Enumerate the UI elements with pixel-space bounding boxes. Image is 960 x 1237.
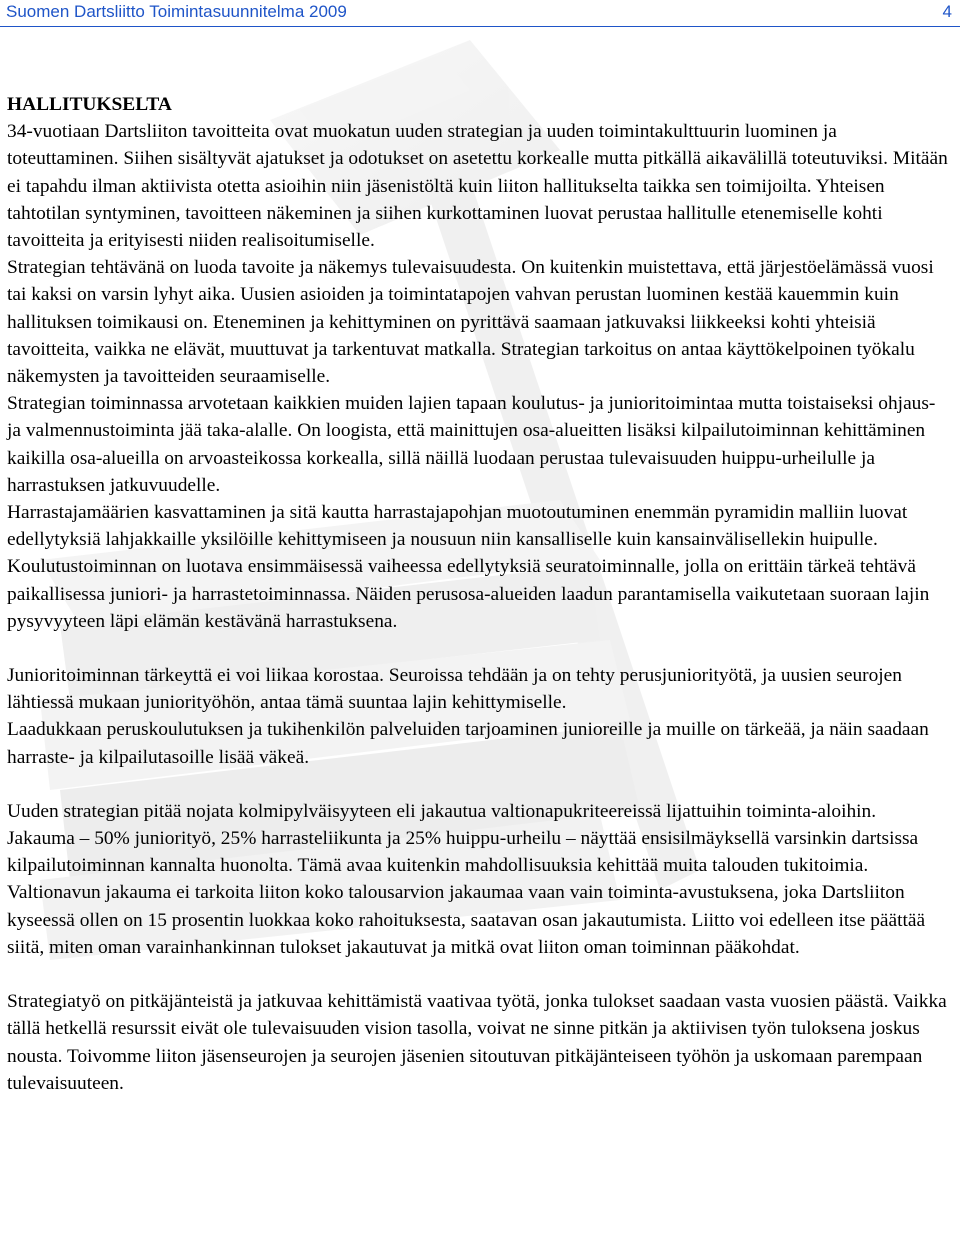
section-heading: HALLITUKSELTA: [7, 94, 172, 115]
paragraph-2: Strategian tehtävänä on luoda tavoite ja näkemys tulevaisuudesta. On kuitenkin muistettava, että järjestöelämässä vuosi tai kaksi on varsin lyhyt aika. Uusien asioiden ja toimintatapojen vahvan perustan luominen kestää kauemmin kuin hallituksen toimikausi on. Eteneminen ja kehittyminen on pyrittävä saamaan jatkuvaksi liikkeeksi kohti yhteisiä tavoitteita, vaikka ne elävät, muuttuvat ja tarkentuvat matkalla. Strategian tarkoitus on antaa käyttökelpoinen työkalu näkemysten ja tavoitteiden seuraamiselle.: [7, 257, 934, 388]
paragraph-4: Harrastajamäärien kasvattaminen ja sitä kautta harrastajapohjan muotoutuminen enemmän pyramidin malliin luovat edellytyksiä lahjakkaille yksilöille kehittymiseen ja nousuun niin kansalliselle kuin kansainvälisellekin huipulle.: [7, 502, 908, 551]
paragraph-8: Uuden strategian pitää nojata kolmipylväisyyteen eli jakautua valtionapukriteereissä lijattuihin toiminta-aloihin.: [7, 800, 877, 822]
paragraph-10: Strategiatyö on pitkäjänteistä ja jatkuvaa kehittämistä vaativaa työtä, jonka tulokset saadaan vasta vuosien päästä. Vaikka tällä hetkellä resurssit eivät ole tulevaisuuden vision tasolla, voivat ne sinne pitkän ja aktiivisen työn tuloksena joskus nousta. Toivomme liiton jäsenseurojen ja seurojen jäsenien sitoutuvan pitkäjänteiseen työhön ja uskomaan parempaan tulevaisuuteen.: [7, 991, 947, 1094]
header-divider: [0, 26, 960, 27]
header-title: Suomen Dartsliitto Toimintasuunnitelma 2009: [6, 2, 347, 21]
paragraph-7: Laadukkaan peruskoulutuksen ja tukihenkilön palveluiden tarjoaminen junioreille ja muille on tärkeää, ja näin saadaan harraste- ja kilpailutasoille lisää väkeä.: [7, 719, 929, 768]
page-number: 4: [942, 2, 952, 21]
paragraph-1: 34-vuotiaan Dartsliiton tavoitteita ovat muokatun uuden strategian ja uuden toimintakulttuurin luominen ja toteuttaminen. Siihen sisältyvät ajatukset ja odotukset on asetettu korkealle mutta pitkällä aikavälillä toteutuviksi. Mitään ei tapahdu ilman aktiivista otetta asioihin niin jäsenistöltä kuin liiton hallitukselta taikka sen toimijoilta. Yhteisen tahtotilan syntyminen, tavoitteen näkeminen ja siihen kurkottaminen luovat perustaa hallitulle etenemiselle kohti tavoitteita ja erityisesti niiden realisoitumiselle.: [7, 121, 948, 252]
paragraph-3: Strategian toiminnassa arvotetaan kaikkien muiden lajien tapaan koulutus- ja junioritoimintaa mutta toistaiseksi ohjaus- ja valmennustoiminta jää taka-alalle. On loogista, että mainittujen osa-alueitten lisäksi kilpailutoiminnan kehittäminen kaikilla osa-alueilla on arvoasteikossa korkealla, sillä näillä luodaan perustaa tulevaisuuden huippu-urheilulle ja harrastuksen jatkuvuudelle.: [7, 393, 936, 496]
page-header: [0, 0, 960, 30]
paragraph-6: Junioritoiminnan tärkeyttä ei voi liikaa korostaa. Seuroissa tehdään ja on tehty perusjuniorityötä, ja uusien seurojen lähtiessä mukaan juniorityöhön, antaa tämä suuntaa lajin kehittymiselle.: [7, 665, 902, 714]
document-body: [7, 91, 953, 1097]
paragraph-9: Jakauma – 50% juniorityö, 25% harrasteliikunta ja 25% huippu-urheilu – näyttää ensisilmäyksellä varsinkin dartsissa kilpailutoiminnan kannalta huonolta. Tämä avaa kuitenkin mahdollisuuksia kehittää muita talouden tukitoimia. Valtionavun jakauma ei tarkoita liiton koko talousarvion jakaumaa vaan vain toiminta-avustuksena, joka Dartsliiton kyseessä ollen on 15 prosentin luokkaa koko rahoituksesta, saatavan osan jakautumista. Liitto voi edelleen itse päättää siitä, miten oman varainhankinnan tulokset jakautuvat ja mitkä ovat liiton oman toiminnan pääkohdat.: [7, 828, 926, 958]
paragraph-5: Koulutustoiminnan on luotava ensimmäisessä vaiheessa edellytyksiä seuratoiminnalle, jolla on erittäin tärkeä tehtävä paikallisessa juniori- ja harrastetoiminnassa. Näiden perusosa-alueiden laadun parantamisella vaikutetaan suoraan lajin pysyvyyteen läpi elämän kestävänä harrastuksena.: [7, 556, 930, 632]
